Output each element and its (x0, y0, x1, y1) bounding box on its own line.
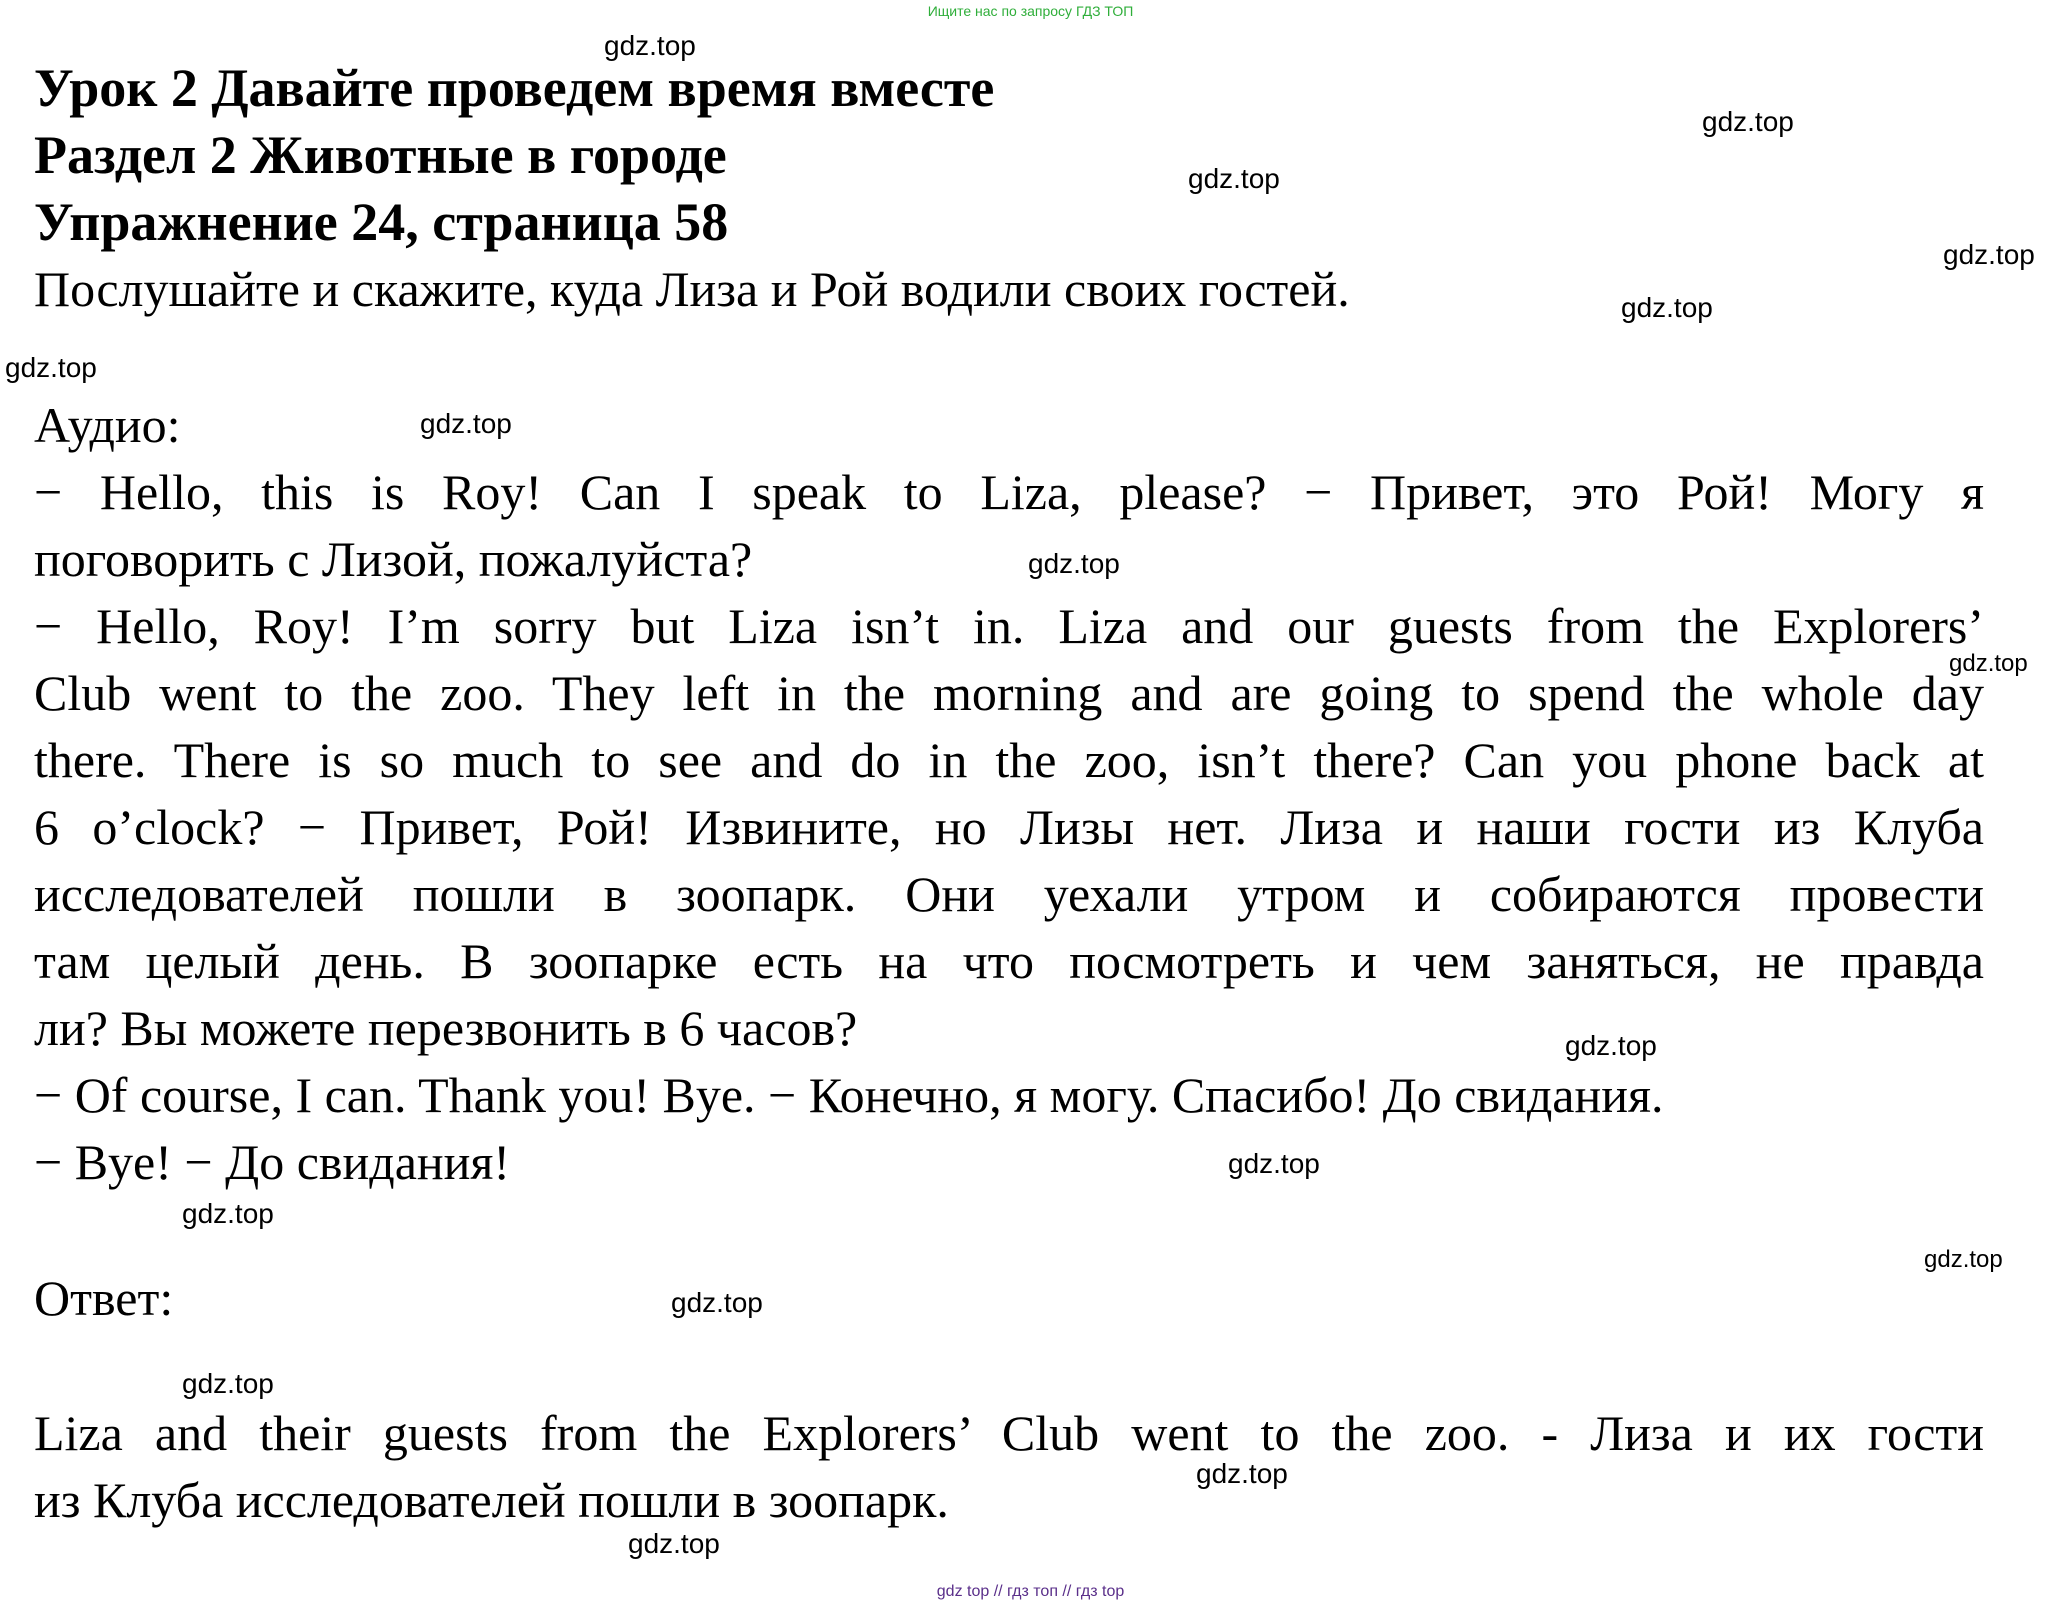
watermark: gdz.top (1702, 106, 1794, 137)
answer-label: Ответ: (34, 1270, 174, 1326)
audio-line: there. There is so much to see and do in the zoo, isn’t there? Can you phone back at (34, 732, 1984, 788)
watermark: gdz.top (1943, 239, 2035, 270)
top-banner[interactable]: Ищите нас по запросу ГДЗ ТОП (927, 3, 1134, 19)
watermark: gdz.top (420, 408, 512, 439)
watermark: gdz.top (5, 352, 97, 383)
answer-line: Liza and their guests from the Explorers’ Club went to the zoo. - Лиза и их гости (34, 1405, 1984, 1461)
footer-links[interactable]: gdz top // гдз топ // гдз top (936, 1583, 1125, 1600)
lesson-title: Урок 2 Давайте проведем время вместе (34, 58, 995, 118)
audio-line: ли? Вы можете перезвонить в 6 часов? (34, 1000, 858, 1056)
watermark: gdz.top (1228, 1148, 1320, 1179)
audio-label: Аудио: (34, 397, 181, 453)
audio-line: − Bye! − До свидания! (34, 1134, 511, 1190)
watermark: gdz.top (1621, 292, 1713, 323)
watermark: gdz.top (1196, 1458, 1288, 1489)
watermark: gdz.top (1565, 1030, 1657, 1061)
watermark: gdz.top (1924, 1246, 2003, 1273)
audio-line: 6 o’clock? − Привет, Рой! Извините, но Лизы нет. Лиза и наши гости из Клуба (34, 799, 1984, 855)
watermark: gdz.top (182, 1368, 274, 1399)
watermark: gdz.top (1028, 548, 1120, 579)
watermark: gdz.top (671, 1287, 763, 1318)
watermark: gdz.top (628, 1528, 720, 1559)
audio-line: Club went to the zoo. They left in the morning and are going to spend the whole day (34, 665, 1984, 721)
audio-line: − Hello, Roy! I’m sorry but Liza isn’t in. Liza and our guests from the Explorers’ (34, 598, 1984, 654)
section-title: Раздел 2 Животные в городе (34, 125, 727, 185)
task-instruction: Послушайте и скажите, куда Лиза и Рой водили своих гостей. (34, 261, 1350, 317)
watermark: gdz.top (1188, 163, 1280, 194)
watermark: gdz.top (182, 1198, 274, 1229)
watermark: gdz.top (604, 30, 696, 61)
watermark: gdz.top (1949, 650, 2028, 677)
audio-line: поговорить с Лизой, пожалуйста? (34, 531, 753, 587)
audio-line: − Of course, I can. Thank you! Bye. − Конечно, я могу. Спасибо! До свидания. (34, 1067, 1664, 1123)
exercise-title: Упражнение 24, страница 58 (34, 192, 729, 252)
audio-line: − Hello, this is Roy! Can I speak to Liza, please? − Привет, это Рой! Могу я (34, 464, 1984, 520)
audio-line: исследователей пошли в зоопарк. Они уехали утром и собираются провести (34, 866, 1984, 922)
answer-line: из Клуба исследователей пошли в зоопарк. (34, 1472, 949, 1528)
audio-line: там целый день. В зоопарке есть на что посмотреть и чем заняться, не правда (34, 933, 1984, 989)
